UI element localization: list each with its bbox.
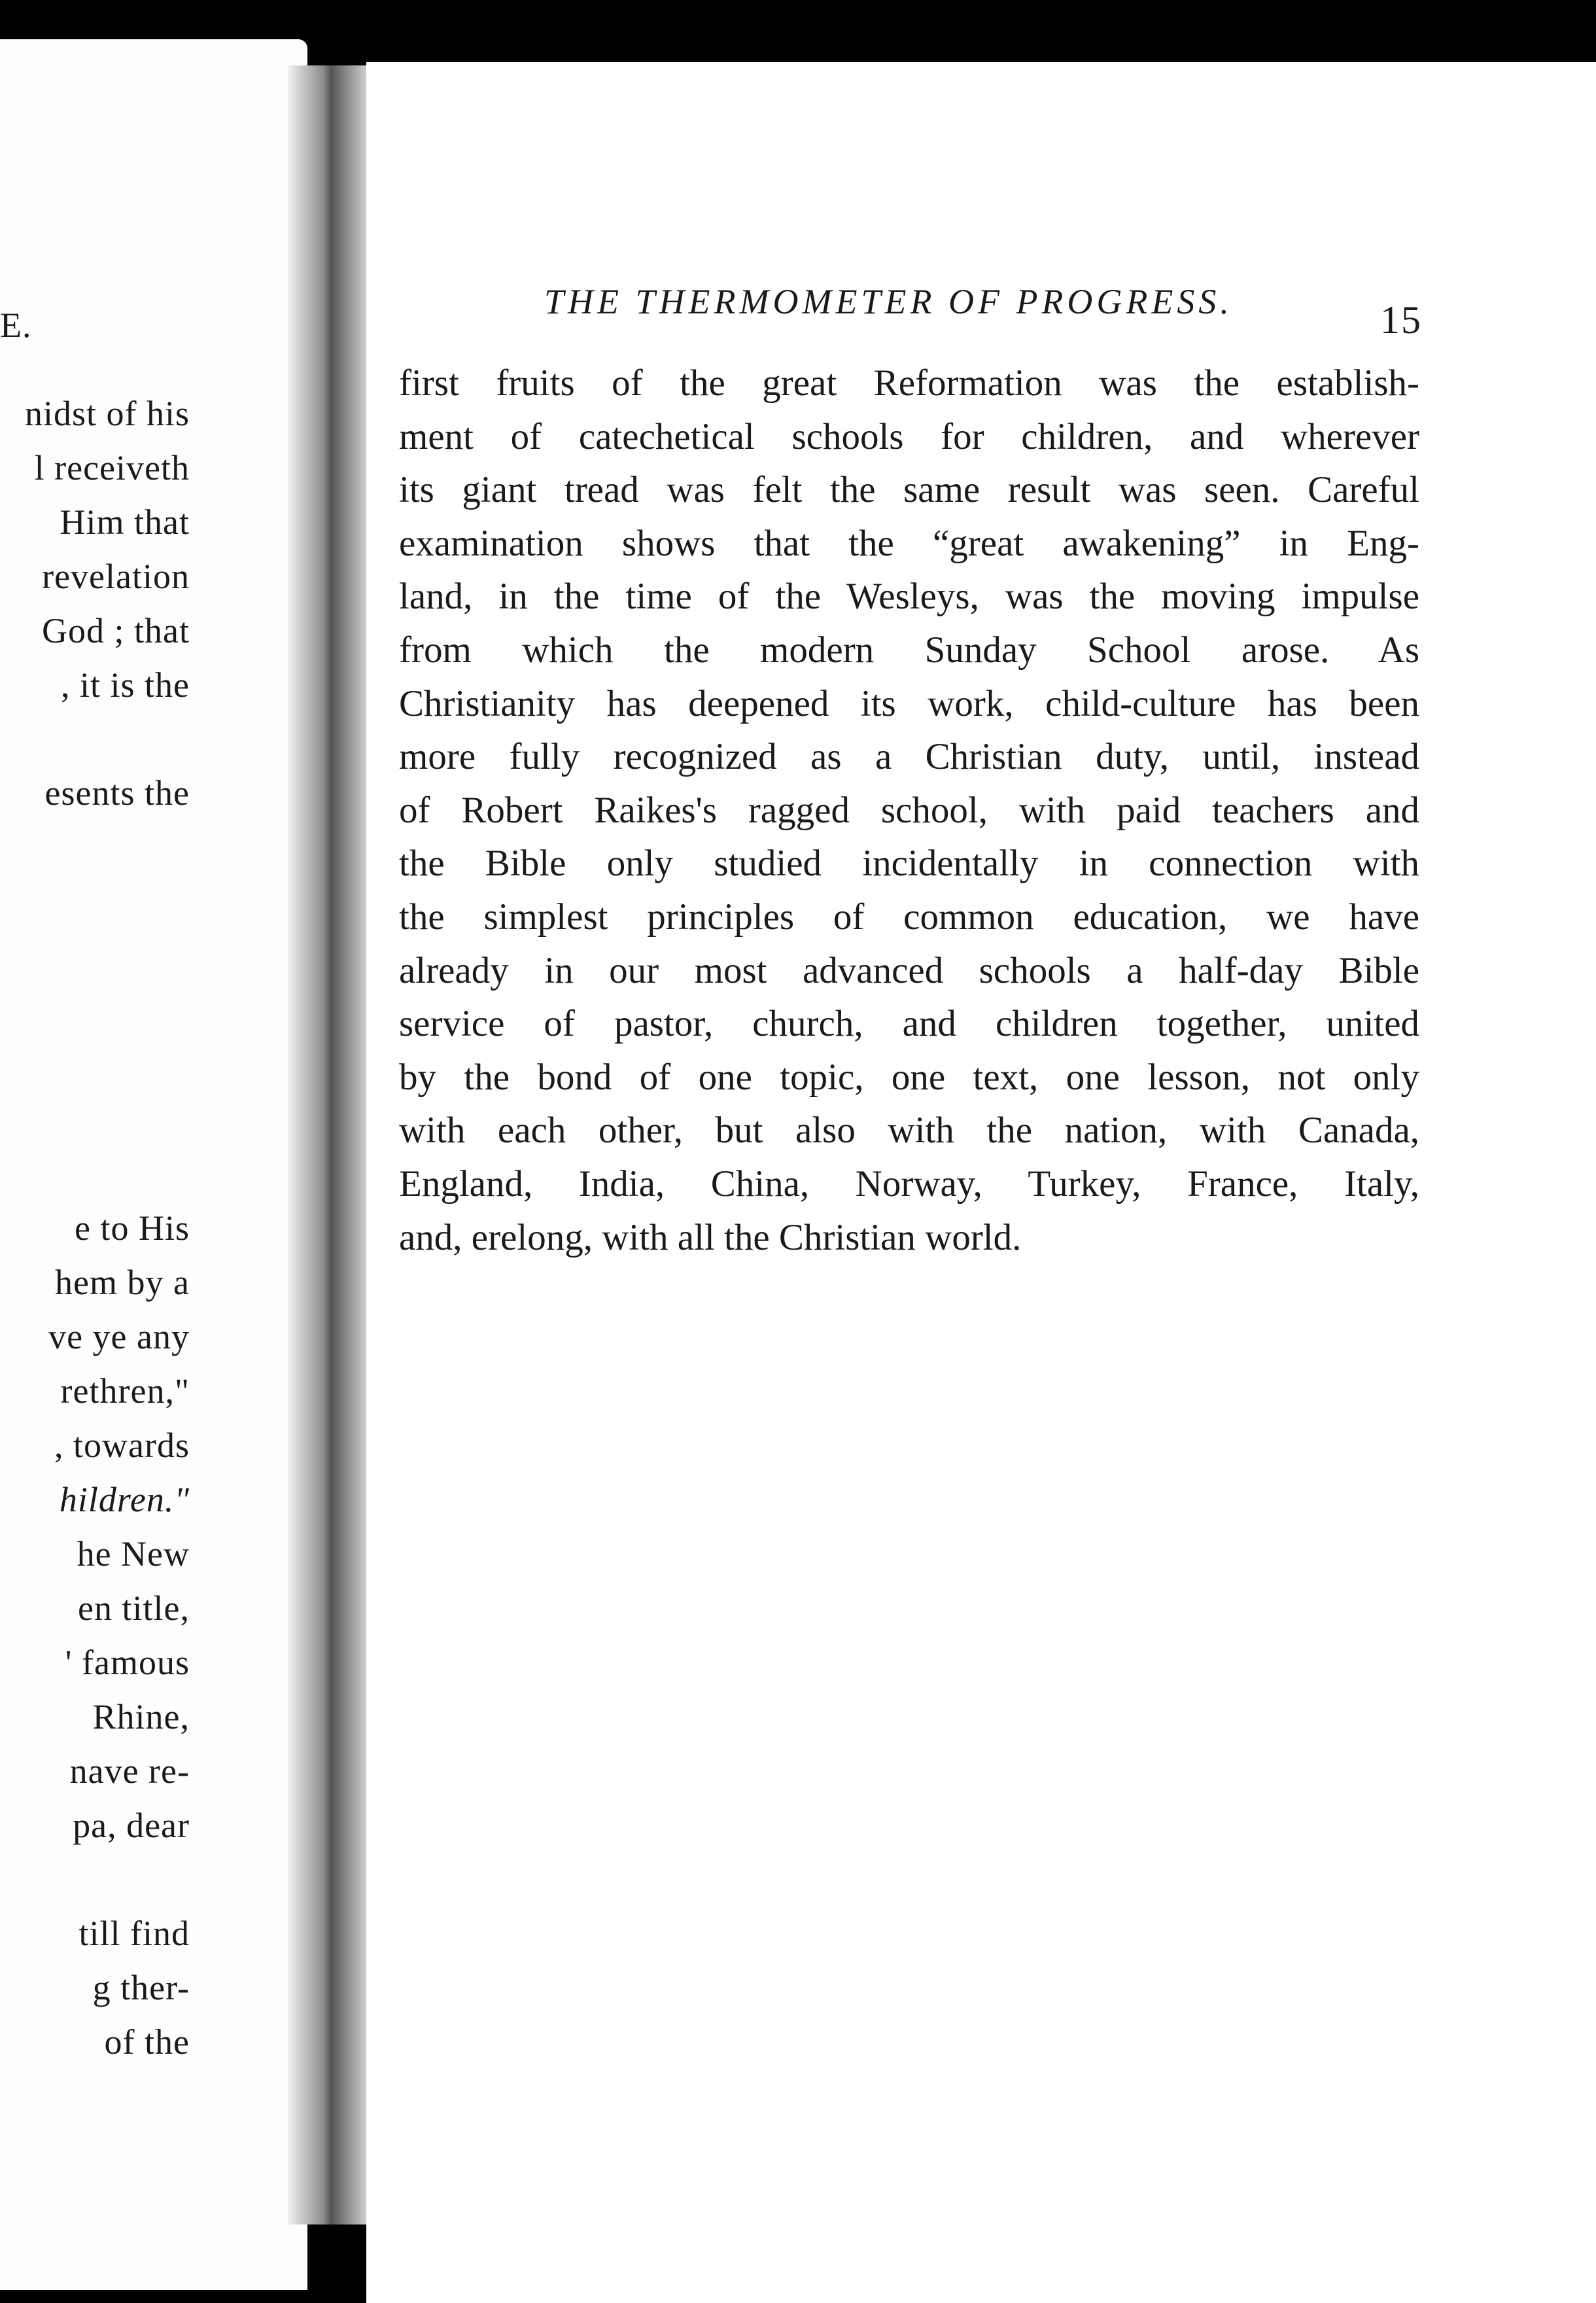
left-page-line: ve ye any bbox=[48, 1317, 190, 1356]
left-page-line: nidst of his bbox=[24, 394, 190, 433]
left-page-line: of the bbox=[104, 2022, 190, 2062]
left-page-line: l receiveth bbox=[34, 448, 190, 487]
body-line: and, erelong, with all the Christian world. bbox=[399, 1216, 1022, 1258]
left-page-line: he New bbox=[77, 1534, 190, 1573]
left-page-line: God ; that bbox=[42, 611, 190, 650]
body-text bbox=[399, 357, 1419, 1264]
body-line: by the bond of one topic, one text, one lesson, not only bbox=[399, 1056, 1419, 1098]
body-line: its giant tread was felt the same result was seen. Careful bbox=[399, 469, 1419, 511]
left-page-line: ' famous bbox=[65, 1643, 190, 1682]
left-page-line: till find bbox=[78, 1914, 190, 1953]
body-line: service of pastor, church, and children together, united bbox=[399, 1003, 1419, 1045]
body-line: land, in the time of the Wesleys, was the moving impulse bbox=[399, 576, 1419, 618]
body-line: first fruits of the great Reformation was the establish- bbox=[399, 362, 1419, 404]
body-line: of Robert Raikes's ragged school, with paid teachers and bbox=[399, 789, 1419, 831]
book-gutter bbox=[288, 65, 366, 2224]
body-line: ment of catechetical schools for children, and wherever bbox=[399, 415, 1419, 457]
page-number: 15 bbox=[1380, 298, 1422, 342]
body-line: Christianity has deepened its work, child-culture has been bbox=[399, 682, 1419, 724]
left-page-line: Him that bbox=[60, 502, 190, 542]
left-page-line: en title, bbox=[78, 1589, 190, 1628]
left-page-line: Rhine, bbox=[92, 1697, 190, 1736]
left-page-line: e to His bbox=[75, 1208, 190, 1248]
body-line: examination shows that the “great awakening” in Eng- bbox=[399, 522, 1419, 564]
left-page-line: E. bbox=[0, 306, 32, 345]
left-page-line: revelation bbox=[42, 557, 190, 596]
left-page bbox=[0, 39, 307, 2290]
left-page-line: hem by a bbox=[55, 1263, 190, 1302]
body-line: the simplest principles of common education, we have bbox=[399, 896, 1419, 938]
body-line: England, India, China, Norway, Turkey, France, Italy, bbox=[399, 1163, 1419, 1204]
left-page-line: pa, dear bbox=[73, 1806, 190, 1845]
body-line: from which the modern Sunday School arose. As bbox=[399, 629, 1419, 671]
left-page-line: esents the bbox=[44, 773, 190, 813]
left-page-line: g ther- bbox=[92, 1968, 190, 2007]
left-page-line: rethren," bbox=[60, 1371, 190, 1411]
left-page-line: , towards bbox=[54, 1426, 190, 1465]
left-page-text bbox=[0, 39, 209, 2290]
left-page-line: hildren." bbox=[59, 1480, 190, 1519]
body-line: more fully recognized as a Christian duty, until, instead bbox=[399, 736, 1419, 778]
body-line: with each other, but also with the nation, with Canada, bbox=[399, 1110, 1419, 1152]
left-page-line: , it is the bbox=[61, 665, 190, 705]
body-line: already in our most advanced schools a half-day Bible bbox=[399, 949, 1419, 991]
body-line: the Bible only studied incidentally in connection with bbox=[399, 843, 1419, 885]
left-page-line: nave re- bbox=[69, 1751, 190, 1791]
running-head: THE THERMOMETER OF PROGRESS. bbox=[544, 282, 1233, 321]
